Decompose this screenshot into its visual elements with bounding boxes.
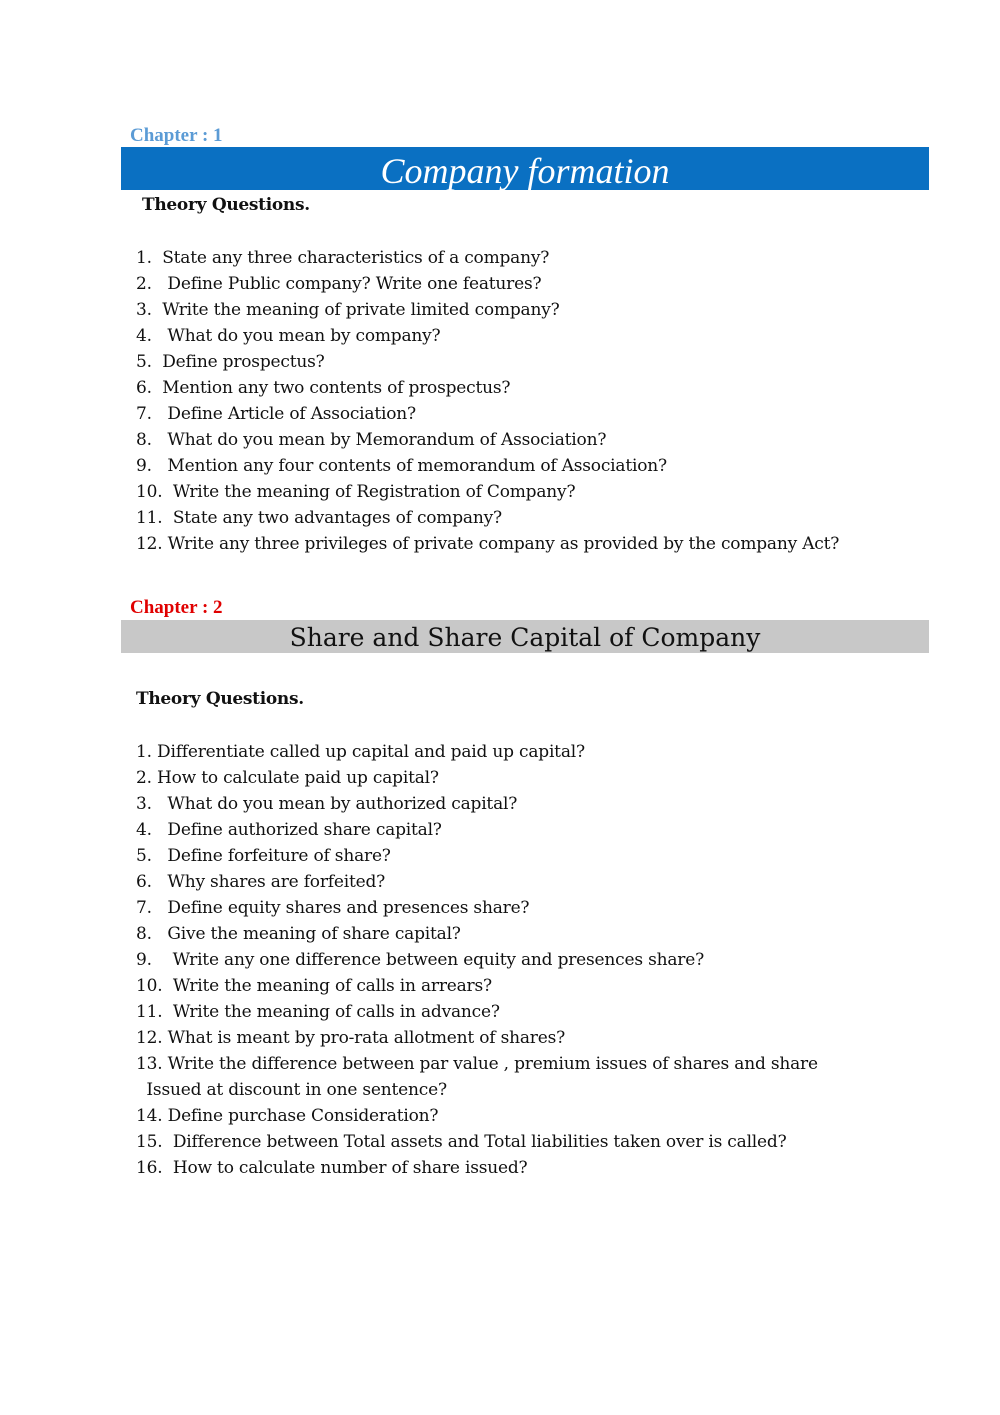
question-item: 15. Difference between Total assets and Total liabilities taken over is called?: [136, 1132, 787, 1152]
question-item: 8. Give the meaning of share capital?: [136, 924, 461, 944]
question-item: 1. Differentiate called up capital and paid up capital?: [136, 742, 585, 762]
question-item: 7. Define equity shares and presences share?: [136, 898, 530, 918]
question-item: 2. How to calculate paid up capital?: [136, 768, 439, 788]
question-item: 11. State any two advantages of company?: [136, 508, 502, 528]
chapter-1-theory-heading: Theory Questions.: [142, 195, 310, 215]
question-item: 14. Define purchase Consideration?: [136, 1106, 439, 1126]
question-item: 5. Define prospectus?: [136, 352, 325, 372]
chapter-1-title-banner: Company formation: [121, 147, 929, 190]
question-item: 16. How to calculate number of share issued?: [136, 1158, 528, 1178]
question-item: 1. State any three characteristics of a company?: [136, 248, 550, 268]
question-item: 8. What do you mean by Memorandum of Association?: [136, 430, 607, 450]
question-item: 12. Write any three privileges of private company as provided by the company Act?: [136, 534, 840, 554]
question-item: 5. Define forfeiture of share?: [136, 846, 391, 866]
question-item: 3. What do you mean by authorized capital?: [136, 794, 518, 814]
chapter-1-question-list: [136, 245, 839, 557]
chapter-2-label: Chapter : 2: [130, 597, 223, 618]
chapter-2-question-list: [136, 739, 818, 1181]
chapter-1-label: Chapter : 1: [130, 125, 223, 146]
question-item: 6. Mention any two contents of prospectus?: [136, 378, 511, 398]
question-item: 9. Write any one difference between equity and presences share?: [136, 950, 704, 970]
question-item: 7. Define Article of Association?: [136, 404, 416, 424]
chapter-2-theory-heading: Theory Questions.: [136, 689, 304, 709]
question-item: 10. Write the meaning of calls in arrears?: [136, 976, 492, 996]
question-item: 10. Write the meaning of Registration of Company?: [136, 482, 576, 502]
question-item: Issued at discount in one sentence?: [136, 1080, 447, 1100]
question-item: 3. Write the meaning of private limited company?: [136, 300, 560, 320]
question-item: 4. Define authorized share capital?: [136, 820, 442, 840]
question-item: 11. Write the meaning of calls in advance?: [136, 1002, 500, 1022]
question-item: 13. Write the difference between par value , premium issues of shares and share: [136, 1054, 818, 1074]
question-item: 6. Why shares are forfeited?: [136, 872, 386, 892]
chapter-2-title-banner: Share and Share Capital of Company: [121, 620, 929, 653]
question-item: 12. What is meant by pro-rata allotment of shares?: [136, 1028, 566, 1048]
question-item: 9. Mention any four contents of memorandum of Association?: [136, 456, 667, 476]
question-item: 4. What do you mean by company?: [136, 326, 441, 346]
question-item: 2. Define Public company? Write one features?: [136, 274, 542, 294]
